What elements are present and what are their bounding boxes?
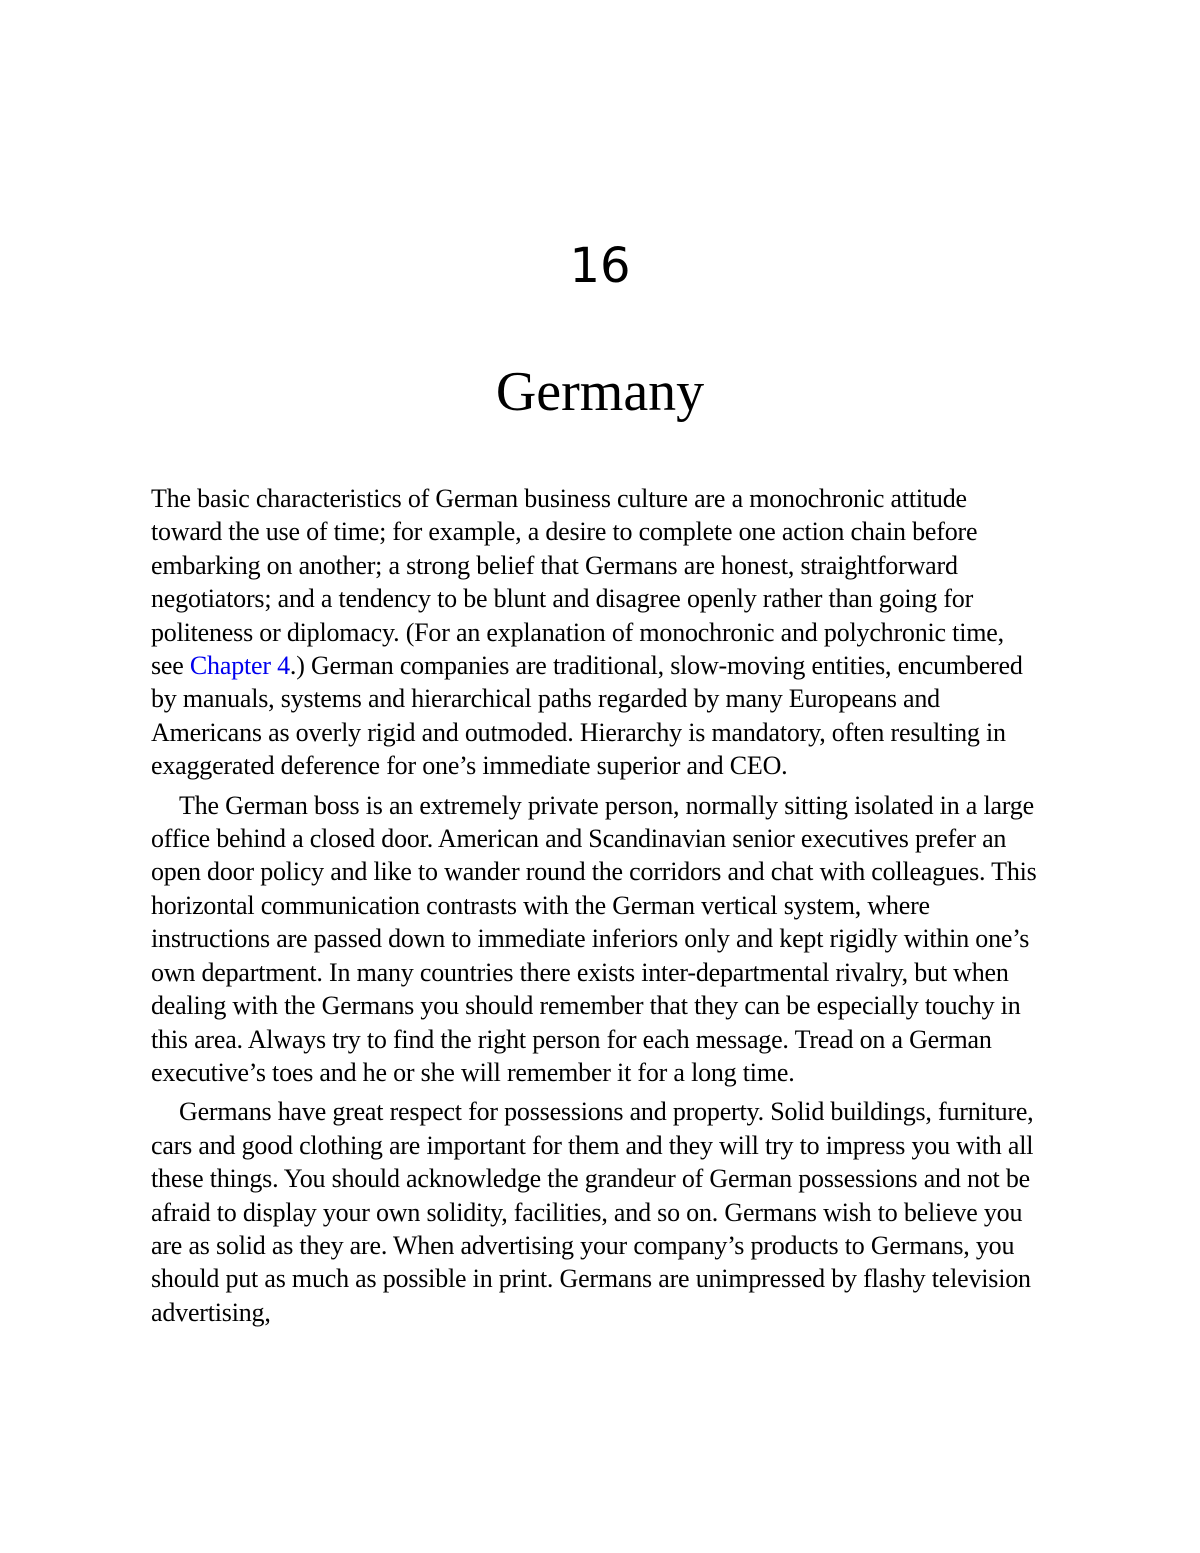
paragraph-2: The German boss is an extremely private person, normally sitting isolated in a large office behind a closed door. American and Scandinavian senior executives prefer an open door policy and like to wander round the corridors and chat with colleagues. This horizontal communication contrasts with the German vertical system, where instructions are passed down to immediate inferiors only and kept rigidly within one’s own department. In many countries there exists inter-departmental rivalry, but when dealing with the Germans you should remember that they can be especially touchy in this area. Always try to find the right person for each message. Tread on a German executive’s toes and he or she will remember it for a long time. (151, 790, 1037, 1087)
chapter-body (151, 482, 1041, 1335)
paragraph-3: Germans have great respect for possessions and property. Solid buildings, furniture, cars and good clothing are important for them and they will try to impress you with all these things. You should acknowledge the grandeur of German possessions and not be afraid to display your own solidity, facilities, and so on. Germans wish to believe you are as solid as they are. When advertising your company’s products to Germans, you should put as much as possible in print. Germans are unimpressed by flashy television advertising, (151, 1097, 1034, 1327)
chapter-title: Germany (495, 361, 705, 423)
chapter-4-link[interactable]: Chapter 4 (189, 651, 290, 681)
paragraph-1-text-before: The basic characteristics of German business culture are a monochronic attitude toward the use of time; for example, a desire to complete one action chain before embarking on another; a strong belief that Germans are honest, straightforward negotiators; and a tendency to be blunt and disagree openly rather than going for politeness or diplomacy. (For an explanation of monochronic and polychronic time, see (151, 484, 1004, 681)
paragraph-1 (151, 482, 1041, 783)
paragraph-1-text-after: .) German companies are traditional, slow-moving entities, encumbered by manuals, systems and hierarchical paths regarded by many Europeans and Americans as overly rigid and outmoded. Hierarchy is mandatory, often resulting in exaggerated deference for one’s immediate superior and CEO. (151, 651, 1023, 781)
chapter-number: 16 (569, 238, 631, 294)
